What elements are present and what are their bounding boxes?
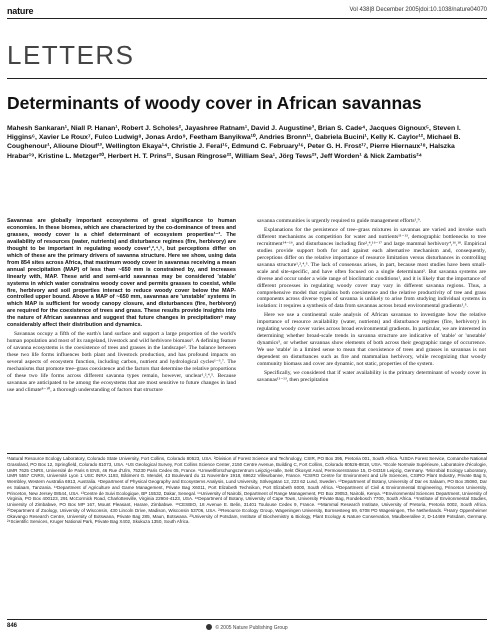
journal-name[interactable]: nature [7, 6, 34, 16]
abstract: Savannas are globally important ecosystems of great significance to human economies. In these biomes, which are characterized by the co-dominance of trees and grasses, woody cover is a chief determinant of ecosystem properties¹⁻³. The availability of resources (water, nutrients) and disturbance regimes (fire, herbivory) are thought to be important in regulating woody cover¹,²,⁴,⁵, but perceptions differ on which of these are the primary drivers of savanna structure. Here we show, using data from 854 sites across Africa, that maximum woody cover in savannas receiving a mean annual precipitation (MAP) of less than ~650 mm is constrained by, and increases linearly with, MAP. These arid and semi-arid savannas may be considered 'stable' systems in which water constrains woody cover and permits grasses to coexist, while fire, herbivory and soil properties interact to reduce woody cover below the MAP-controlled upper bound. Above a MAP of ~650 mm, savannas are 'unstable' systems in which MAP is sufficient for woody canopy closure, and disturbances (fire, herbivory) are required for the coexistence of trees and grass. These results provide insights into the nature of African savannas and suggest that future changes in precipitation⁶ may considerably affect their distribution and dynamics. [7, 218, 236, 329]
copyright-text: © 2005 Nature Publishing Group [215, 625, 288, 631]
section-rule [7, 78, 487, 79]
copyright-line [7, 624, 487, 631]
article-title: Determinants of woody cover in African savannas [7, 93, 422, 113]
body-paragraph: Savannas occupy a fifth of the earth's land surface and support a large proportion of the world's human population and most of its rangeland, livestock and wild herbivore biomass¹. A defining feature of savanna ecosystems is the coexistence of trees and grasses in the landscape². The balance between these two life forms influences both plant and livestock production, and has profound impacts on several aspects of ecosystem function, including carbon, nutrient and hydrological cycles¹⁻³,⁷. The mechanisms that promote tree–grass coexistence and the factors that determine the relative proportions of these two life forms across different savanna types remain, however, unclear¹,²,⁴,⁵. Because savannas are anticipated to be among the ecosystems that are most sensitive to future changes in land use and climate⁸⁻¹⁰, a thorough understanding of factors that structure [7, 331, 236, 393]
body-paragraph: Specifically, we considered that if water availability is the primary determinant of woody cover in savannas¹¹⁻¹³, then precipitation [257, 370, 486, 383]
page-header [7, 6, 487, 19]
body-paragraph: Explanations for the persistence of tree–grass mixtures in savannas are varied and invoke such different mechanisms as competition for water and nutrients¹¹⁻¹³, demographic bottlenecks to tree recruitment¹⁴⁻¹⁶, and disturbances including fire²,⁴,¹⁶⁻¹⁷ and large mammal herbivory⁴,¹⁶,¹⁸. Empirical studies provide support both for and against each alternative mechanism and, consequently, perceptions differ on the relative importance of resource limitation versus disturbances in controlling savanna structure¹,²,⁴,⁵. The lack of consensus arises, in part, because most studies have been small-scale and site-specific, and have often focused on a single determinant². But savanna systems are diverse and occur under a wide range of bioclimatic conditions¹, and it is likely that the importance of different processes in regulating woody cover may vary in different savanna regions. Thus, a comprehensive model that explains both coexistence and the relative productivity of tree and grass components across diverse types of savanna is unlikely to arise from studying individual systems in isolation: it requires a synthesis of data from savannas across broad environmental gradients¹,⁵. [257, 226, 486, 310]
publisher-logo-icon [206, 624, 212, 630]
left-column [7, 218, 236, 394]
page-footer [7, 619, 487, 632]
body-paragraph: Here we use a continental scale analysis of African savannas to investigate how the relative importance of resource availability (water, nutrients) and disturbance regimes (fire, herbivory) in regulating woody cover varies across broad environmental gradients. In particular, we are interested in determining whether broad-scale trends in savanna structure are indicative of 'stable' or 'unstable' dynamics⁵, or whether savannas show elements of both across their geographic range of occurrence. We use 'stable' in a limited sense to mean that coexistence of trees and grasses in savannas is not dependent on disturbances such as fire and mammalian herbivory, while recognizing that woody community biomass and cover are dynamic, not static, properties of the system. [257, 312, 486, 368]
page-number: 846 [7, 623, 18, 629]
affiliations: ¹Natural Resource Ecology Laboratory, Colorado State University, Fort Collins, Colorado 80523, USA. ²Division of Forest Science and Technology, CSIR, PO Box 395, Pretoria 001, South Africa. ³USDA Forest Service, Comanche National Grassland, PO Box 12, Springfield, Colorado 81073, USA. ⁴US Geological Survey, Fort Collins Science Center, 2150 Centre Avenue, Building C, Fort Collins, Colorado 80526-8818, USA. ⁵Ecole Normale Supérieure, Laboratoire d'écologie, UMR 7625 CNRS, Université de Paris 6 ENS, 46 Rue d'Ulm, 75230 Paris Cedex 05, France. ⁶Umweltforschungszentrum Leipzig-Halle, Sekt Ökosyst Anal, Permoserstrasse 15, D-04318 Leipzig, Germany. ⁷Microbial Ecology Laboratory, UMR 5557 CNRS, Université Lyon 1 USC INRA 1193, Bâtiment G. Mendel, 43 Boulevard du 11 Novembre 1918, 69622 Villeurbanne, France. ⁸CSIRO Centre for Environment and Life Sciences, CSIRO Plant Industry, Private Bag 5, Wembley, Western Australia 6913, Australia. ⁹Department of Physical Geography and Ecosystems Analysis, Lund University, Sölvegatan 12, 223 62 Lund, Sweden. ¹⁰Department of Botany, University of Dar es Salaam, PO Box 35060, Dar es Salaam, Tanzania. ¹¹Department of Agriculture and Game Management, Private Bag X6011, Port Elizabeth Technikon, Port Elizabeth 6000, South Africa. ¹²Department of Civil & Environmental Engineering, Princeton University, Princeton, New Jersey 08544, USA. ¹³Centre de Suivi Ecologique, BP 15532, Dakar, Senegal. ¹⁴University of Nairobi, Department of Range Management, PO Box 29053, Nairobi, Kenya. ¹⁵Environmental Sciences Department, University of Virginia, PO Box 400123, 291 McCormick Road, Charlottesville, Virginia 22904-4123, USA. ¹⁶Department of Botany, University of Cape Town, University Private Bag, Rondebosch 7700, South Africa. ¹⁷Institute of Environmental Studies, University of Zimbabwe, PO Box MP 167, Mount Pleasant, Harare, Zimbabwe. ¹⁸CESBIO, 18 Avenue E. Belin, 31401 Toulouse Cedex 9, France. ¹⁹Mammal Research Institute, University of Pretoria, Pretoria 0002, South Africa. ²⁰Department of Zoology, University of Wisconsin, 430 Lincoln Drive, Madison, Wisconsin 53706, USA. ²¹Resource Ecology Group, Wageningen University, Bornsesteeg 69, 6708 PD Wageningen, The Netherlands. ²²Harry Oppenheimer Okavango Research Centre, University of Botswana, Private Bag 285, Maun, Botswana. ²³University of Potsdam, Institute of Biochemistry & Biology, Plant Ecology & Nature Conservation, Maulbeerallee 2, D-14469 Potsdam, Germany. ²⁴Scientific Services, Kruger National Park, Private Bag X402, Skukuza 1350, South Africa. [7, 453, 487, 605]
right-column [257, 218, 486, 384]
body-paragraph: savanna communities is urgently required to guide management efforts¹,⁹. [257, 218, 421, 224]
citation-line: Vol 438|8 December 2005|doi:10.1038/nature04070 [349, 7, 487, 13]
section-label: LETTERS [7, 40, 135, 70]
author-list: Mahesh Sankaran¹, Niall P. Hanan¹, Robert J. Scholes², Jayashree Ratnam¹, David J. Augustine³, Brian S. Cade⁴, Jacques Gignoux⁵, Steven I. Higgins⁶, Xavier Le Roux⁷, Fulco Ludwig⁸, Jonas Ardo⁹, Feetham Banyikwa¹⁰, Andries Bronn¹¹, Gabriela Bucini¹, Kelly K. Caylor¹², Michael B. Coughenour¹, Alioune Diouf¹³, Wellington Ekaya¹⁴, Christie J. Feral¹⁵, Edmund C. February¹⁶, Peter G. H. Frost¹⁷, Pierre Hiernaux¹⁸, Halszka Hrabar¹⁹, Kristine L. Metzger²⁰, Herbert H. T. Prins²¹, Susan Ringrose²², William Sea¹, Jörg Tews²³, Jeff Worden¹ & Nick Zambatis²⁴ [7, 125, 461, 160]
